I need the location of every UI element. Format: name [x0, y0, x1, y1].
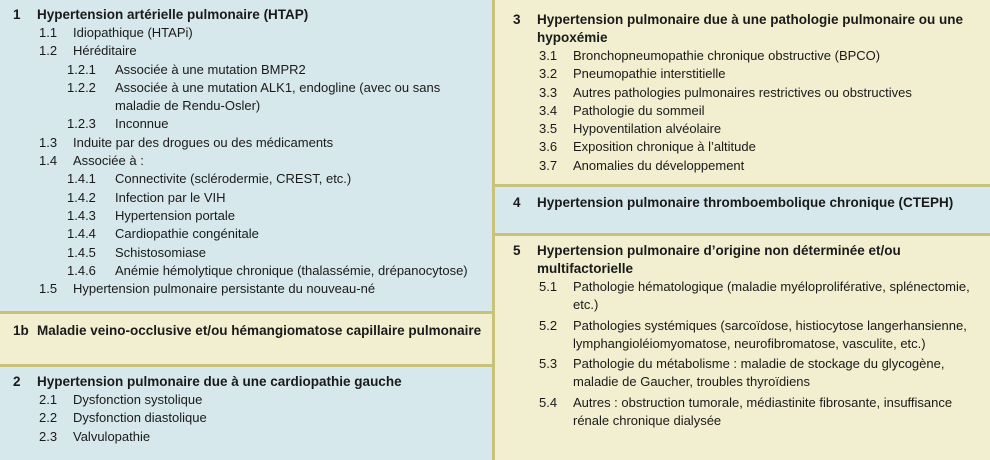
list-item — [513, 102, 980, 120]
item-text: Connectivite (sclérodermie, CREST, etc.) — [115, 171, 352, 187]
item-number: 2.3 — [39, 428, 58, 444]
list-subitem — [13, 61, 482, 79]
list-item — [513, 394, 980, 431]
list-item — [513, 138, 980, 156]
group-4-heading — [513, 194, 980, 212]
item-text: Pneumopathie interstitielle — [573, 66, 726, 82]
item-text: Dysfonction diastolique — [73, 410, 207, 426]
item-text: Exposition chronique à l’altitude — [573, 139, 756, 155]
list-subitem — [13, 189, 482, 207]
item-number: 5.4 — [539, 394, 558, 410]
list-item — [513, 47, 980, 65]
item-number: 1.2.1 — [67, 61, 96, 77]
item-number: 1.2.2 — [67, 79, 96, 95]
list-subitem — [13, 262, 482, 280]
item-text: Pathologie du métabolisme : maladie de stockage du glycogène, maladie de Gaucher, troubles thyroïdiens — [573, 356, 945, 390]
item-number: 1.3 — [39, 134, 58, 150]
group-title: Hypertension pulmonaire due à une pathologie pulmonaire ou une hypoxémie — [537, 12, 964, 45]
item-text: Associée à une mutation ALK1, endogline (avec ou sans maladie de Rendu-Osler) — [115, 79, 441, 114]
group-number: 4 — [513, 195, 521, 210]
item-text: Associée à : — [73, 153, 144, 169]
list-item — [13, 409, 482, 427]
item-text: Pathologie hématologique (maladie myéloproliférative, splénectomie, etc.) — [573, 279, 970, 313]
list-item — [13, 152, 482, 170]
list-item — [13, 42, 482, 60]
group-title: Hypertension pulmonaire d’origine non déterminée et/ou multifactorielle — [537, 243, 901, 276]
group-title: Hypertension artérielle pulmonaire (HTAP) — [37, 7, 309, 22]
item-number: 3.7 — [539, 157, 558, 173]
group-title: Maladie veino-occlusive et/ou hémangiomatose capillaire pulmonaire — [37, 323, 482, 338]
list-subitem — [13, 115, 482, 133]
list-item — [513, 278, 980, 315]
group-1b-heading — [13, 322, 482, 340]
group-1-section — [0, 0, 492, 311]
item-number: 1.4.1 — [67, 171, 96, 187]
item-text: Cardiopathie congénitale — [115, 226, 259, 242]
item-number: 5.2 — [539, 317, 558, 333]
list-item — [513, 120, 980, 138]
item-text: Bronchopneumopathie chronique obstructive (BPCO) — [573, 48, 881, 63]
item-text: Induite par des drogues ou des médicaments — [73, 134, 334, 150]
list-subitem — [13, 225, 482, 243]
item-number: 1.4.2 — [67, 189, 96, 205]
item-text: Schistosomiase — [115, 244, 207, 260]
group-number: 5 — [513, 243, 521, 258]
item-text: Autres pathologies pulmonaires restrictives ou obstructives — [573, 84, 912, 100]
item-number: 3.2 — [539, 66, 558, 82]
item-text: Pathologie du sommeil — [573, 102, 705, 118]
group-number: 1b — [13, 323, 29, 338]
list-subitem — [13, 244, 482, 262]
item-text: Anomalies du développement — [573, 157, 745, 173]
group-1-heading — [13, 6, 482, 24]
item-text: Infection par le VIH — [115, 189, 226, 205]
item-text: Hypoventilation alvéolaire — [573, 121, 722, 137]
group-5-heading — [513, 242, 980, 278]
item-text: Hypertension portale — [115, 207, 235, 223]
item-text: Dysfonction systolique — [73, 392, 203, 407]
item-number: 3.3 — [539, 84, 558, 100]
item-number: 3.5 — [539, 121, 558, 137]
item-text: Héréditaire — [73, 43, 137, 59]
item-text: Inconnue — [115, 116, 169, 132]
group-number: 2 — [13, 374, 21, 389]
item-number: 1.4.5 — [67, 244, 96, 260]
item-number: 2.2 — [39, 410, 58, 426]
group-4-section — [495, 187, 990, 233]
list-subitem — [13, 170, 482, 188]
list-item — [13, 24, 482, 42]
item-text: Associée à une mutation BMPR2 — [115, 61, 306, 77]
item-number: 2.1 — [39, 392, 58, 407]
list-item — [513, 317, 980, 354]
group-title: Hypertension pulmonaire due à une cardiopathie gauche — [37, 374, 402, 389]
list-item — [13, 134, 482, 152]
item-number: 3.6 — [539, 139, 558, 155]
item-text: Hypertension pulmonaire persistante du nouveau-né — [73, 281, 376, 297]
group-3-heading — [513, 11, 980, 47]
item-text: Autres : obstruction tumorale, médiastinite fibrosante, insuffisance rénale chronique dialysée — [573, 394, 953, 429]
item-text: Pathologies systémiques (sarcoïdose, histiocytose langerhansienne, lymphangioléiomyomatose, neurofibromatose, vasculite, etc.) — [573, 317, 967, 351]
list-item — [513, 355, 980, 392]
group-1b-section — [0, 314, 492, 364]
list-item — [513, 65, 980, 83]
group-2-heading — [13, 373, 482, 391]
item-number: 5.1 — [539, 279, 558, 294]
group-title: Hypertension pulmonaire thromboembolique chronique (CTEPH) — [537, 195, 954, 210]
item-number: 1.5 — [39, 281, 58, 297]
item-number: 1.4 — [39, 153, 58, 169]
item-number: 1.1 — [39, 25, 58, 40]
item-text: Anémie hémolytique chronique (thalassémie, drépanocytose) — [115, 262, 468, 278]
list-item — [13, 391, 482, 409]
group-3-section — [495, 0, 990, 184]
group-number: 3 — [513, 12, 521, 27]
item-text: Idiopathique (HTAPi) — [73, 25, 193, 40]
list-subitem — [13, 207, 482, 225]
list-subitem — [13, 79, 482, 116]
item-number: 1.4.4 — [67, 226, 96, 242]
item-text: Valvulopathie — [73, 428, 151, 444]
right-column — [495, 0, 990, 460]
item-number: 5.3 — [539, 356, 558, 372]
list-item — [13, 428, 482, 446]
list-item — [513, 157, 980, 175]
list-item — [13, 280, 482, 298]
list-item — [513, 84, 980, 102]
item-number: 1.2 — [39, 43, 58, 59]
group-number: 1 — [13, 7, 21, 22]
item-number: 1.2.3 — [67, 116, 96, 132]
group-2-section — [0, 367, 492, 460]
item-number: 3.4 — [539, 102, 558, 118]
item-number: 3.1 — [539, 48, 558, 63]
item-number: 1.4.6 — [67, 262, 96, 278]
item-number: 1.4.3 — [67, 207, 96, 223]
group-5-section — [495, 236, 990, 460]
